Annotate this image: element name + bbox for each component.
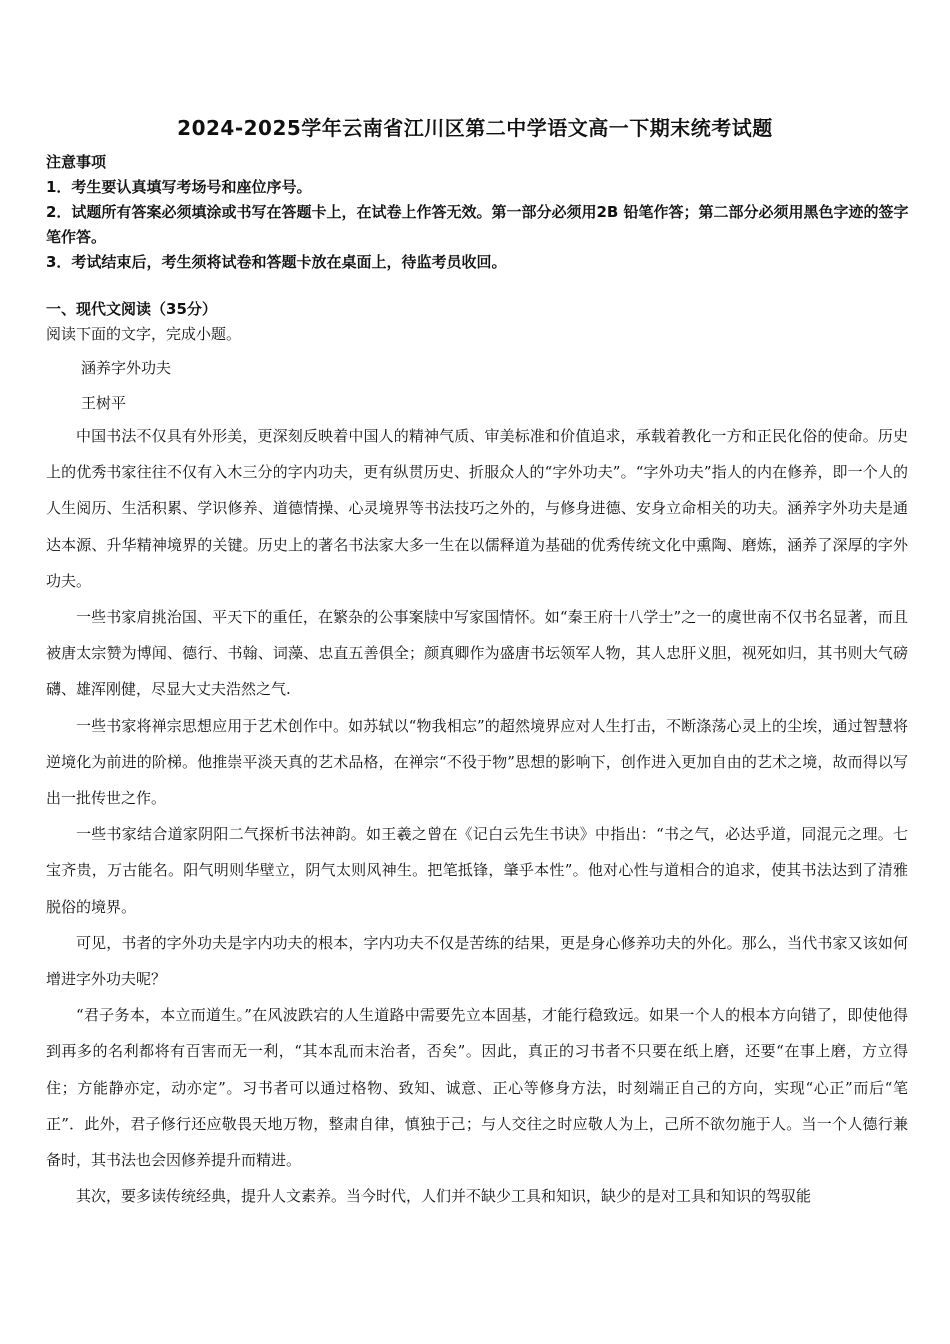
page-title: 2024-2025学年云南省江川区第二中学语文高一下期末统考试题	[177, 116, 773, 140]
notice-item: 2．试题所有答案必须填涂或书写在答题卡上，在试卷上作答无效。第一部分必须用2B 铅笔作答；第二部分必须用黑色字迹的签字笔作答。	[46, 203, 909, 246]
section-heading: 一、现代文阅读（35分）	[46, 300, 217, 318]
notice-item: 1．考生要认真填写考场号和座位序号。	[46, 178, 312, 196]
notice-heading: 注意事项	[46, 153, 107, 171]
article-paragraph: 中国书法不仅具有外形美，更深刻反映着中国人的精神气质、审美标准和价值追求，承载着教化一方和正民化俗的使命。历史上的优秀书家往往不仅有入木三分的字内功夫，更有纵贯历史、折服众人的“字外功夫”。“字外功夫”指人的内在修养，即一个人的人生阅历、生活积累、学识修养、道德情操、心灵境界等书法技巧之外的，与修身进德、安身立命相关的功夫。涵养字外功夫是通达本源、升华精神境界的关键。历史上的著名书法家大多一生在以儒释道为基础的优秀传统文化中熏陶、磨炼，涵养了深厚的字外功夫。	[46, 427, 908, 590]
article-paragraph: 其次，要多读传统经典，提升人文素养。当今时代，人们并不缺少工具和知识，缺少的是对工具和知识的驾驭能	[76, 1187, 812, 1206]
article-paragraph: 一些书家肩挑治国、平天下的重任，在繁杂的公事案牍中写家国情怀。如“秦王府十八学士”之一的虞世南不仅书名显著，而且被唐太宗赞为博闻、德行、书翰、词藻、忠直五善俱全；颜真卿作为盛唐书坛领军人物，其人忠肝义胆，视死如归，其书则大气磅礴、雄浑刚健，尽显大丈夫浩然之气.	[46, 608, 908, 699]
section-instruction: 阅读下面的文字，完成小题。	[46, 325, 242, 343]
article-paragraph: 一些书家结合道家阴阳二气探析书法神韵。如王羲之曾在《记白云先生书诀》中指出：“书之气，必达乎道，同混元之理。七宝齐贵，万古能名。阳气明则华壁立，阴气太则风神生。把笔抵锋，肇乎本性”。他对心性与道相合的追求，使其书法达到了清雅脱俗的境界。	[46, 825, 908, 916]
notice-item: 3．考试结束后，考生须将试卷和答题卡放在桌面上，待监考员收回。	[46, 253, 507, 271]
article-paragraph: 一些书家将禅宗思想应用于艺术创作中。如苏轼以“物我相忘”的超然境界应对人生打击，不断涤荡心灵上的尘埃，通过智慧将逆境化为前进的阶梯。他推崇平淡天真的艺术品格，在禅宗“不役于物”思想的影响下，创作进入更加自由的艺术之境，故而得以写出一批传世之作。	[46, 716, 908, 808]
article-paragraph: “君子务本，本立而道生。”在风波跌宕的人生道路中需要先立本固基，才能行稳致远。如果一个人的根本方向错了，即使他得到再多的名利都将有百害而无一利，“其本乱而末治者，否矣”。因此，真正的习书者不只要在纸上磨，还要“在事上磨，方立得住；方能静亦定，动亦定”。习书者可以通过格物、致知、诚意、正心等修身方法，时刻端正自己的方向，实现“心正”而后“笔正”．此外，君子修行还应敬畏天地万物，整肃自律，慎独于己；与人交往之时应敬人为上，己所不欲勿施于人。当一个人德行兼备时，其书法也会因修养提升而精进。	[46, 1006, 908, 1170]
article-paragraph: 可见，书者的字外功夫是字内功夫的根本，字内功夫不仅是苦练的结果，更是身心修养功夫的外化。那么，当代书家又该如何增进字外功夫呢？	[46, 933, 908, 989]
notice-block	[46, 150, 910, 275]
article-author: 王树平	[81, 394, 127, 412]
article-title: 涵养字外功夫	[81, 359, 172, 377]
article-body	[46, 418, 908, 1214]
